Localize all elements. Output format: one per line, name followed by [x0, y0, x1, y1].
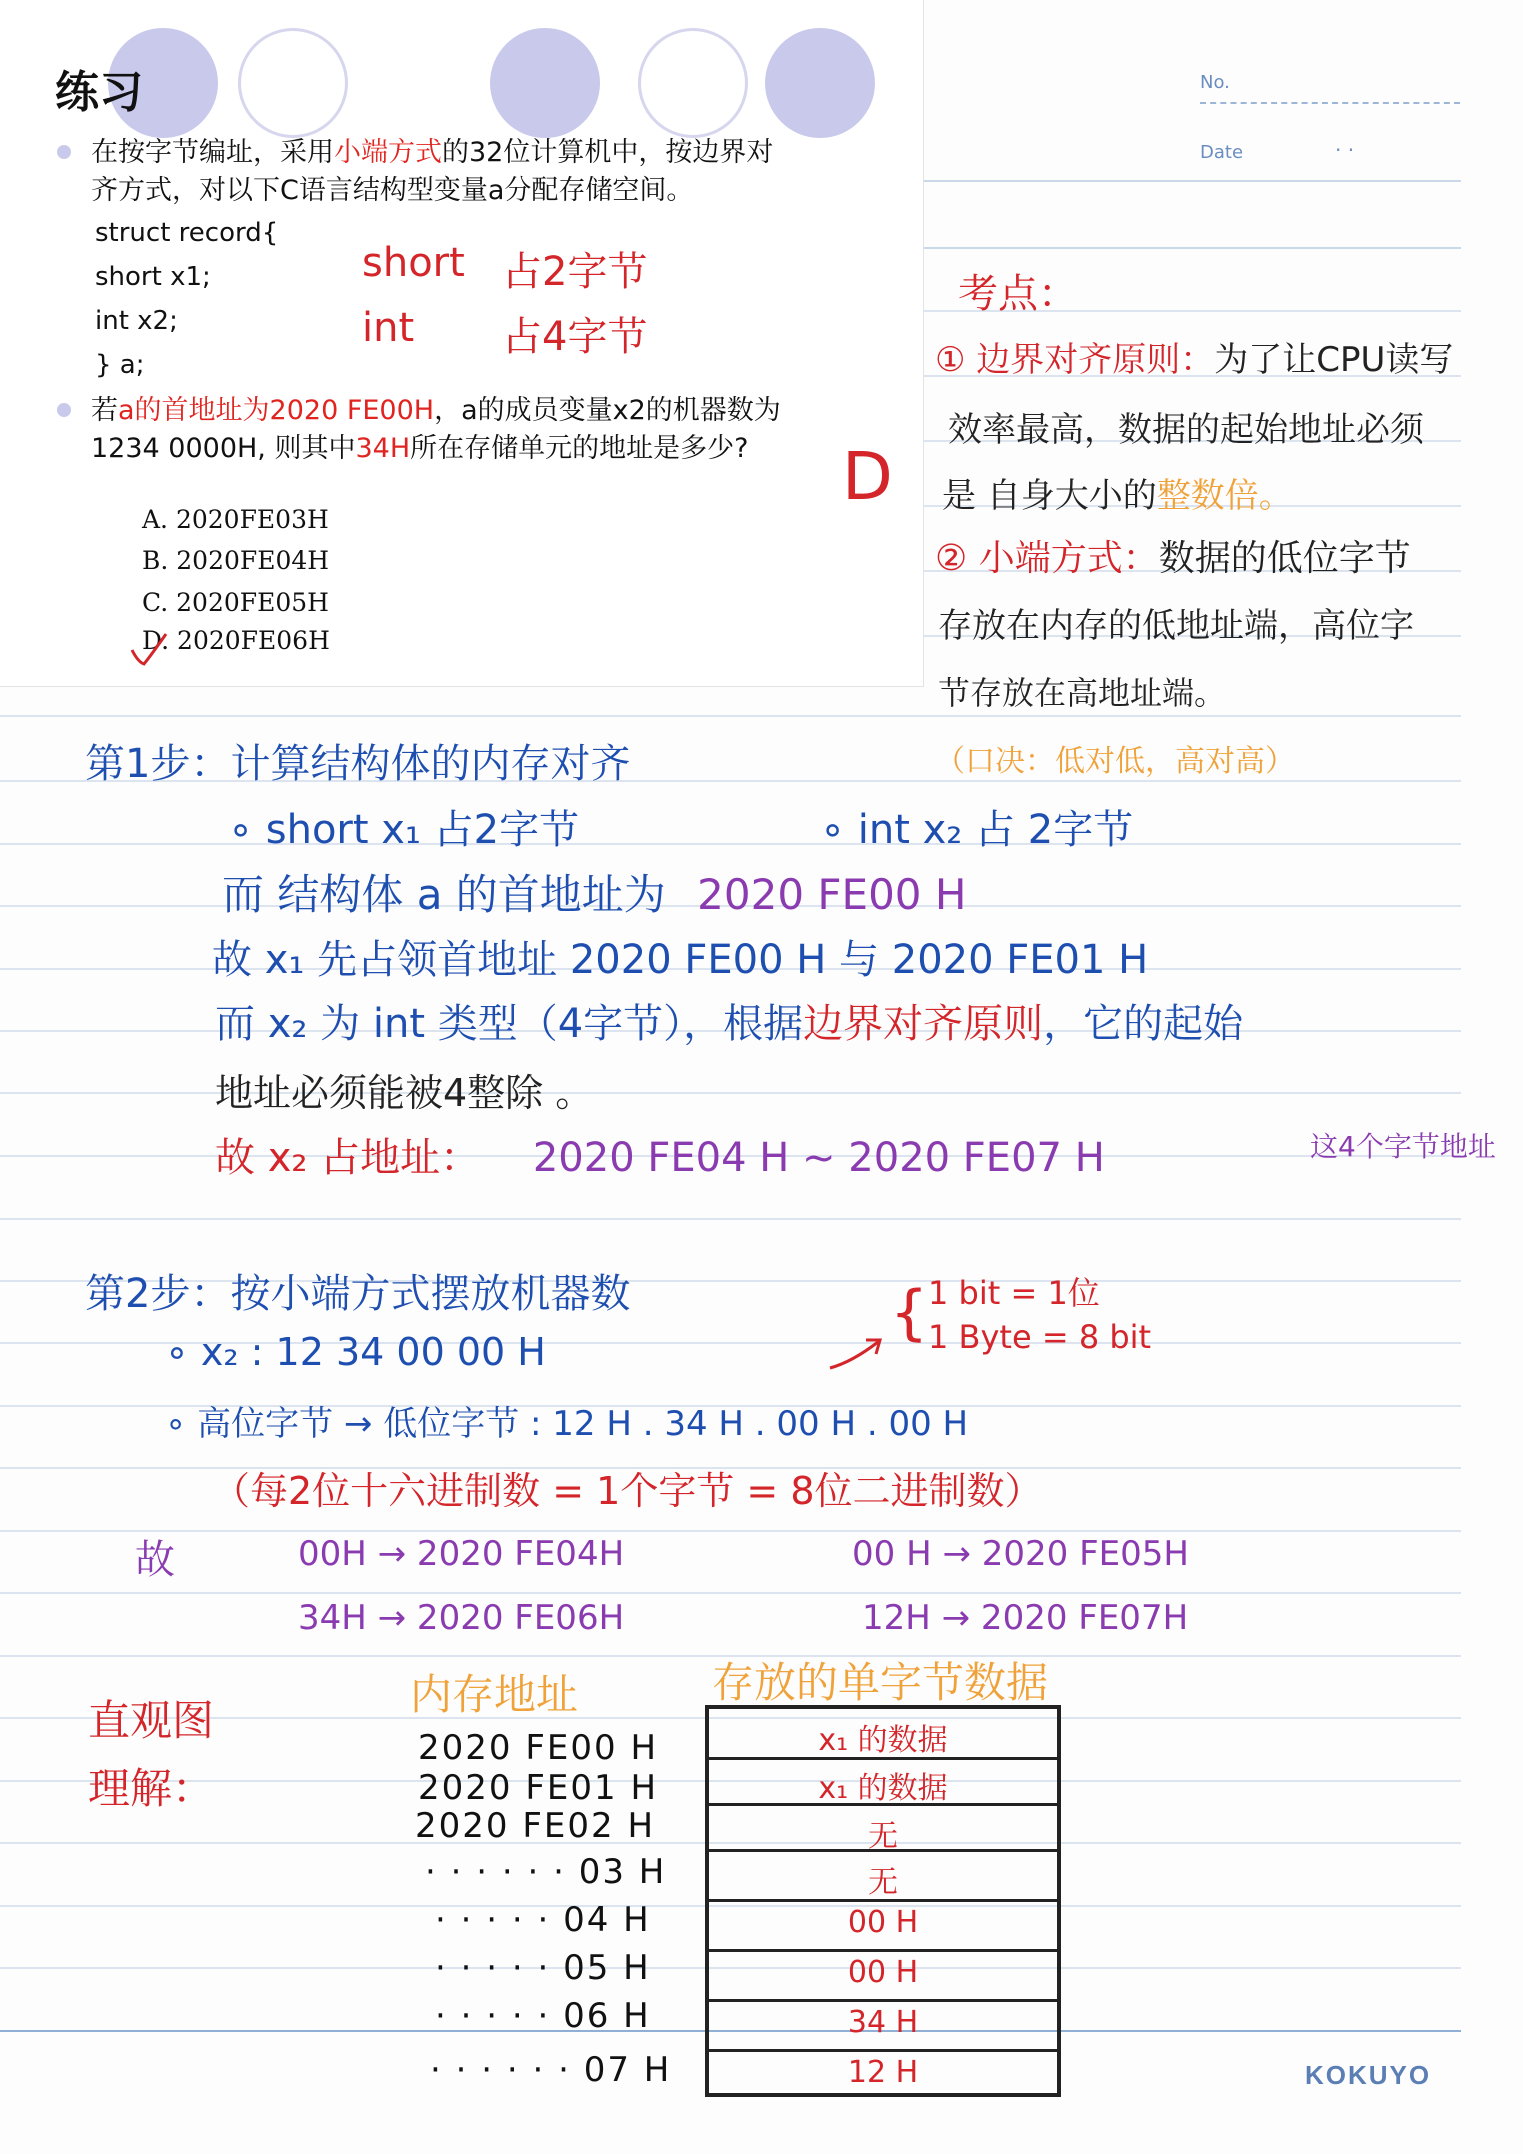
annot-int-size: 占4字节: [502, 314, 648, 360]
memory-row-divider: [709, 1949, 1057, 1952]
q1-post: 的32位计算机中，按边界对: [442, 137, 774, 168]
step-2-line-1: ∘ x₂ : 12 34 00 00 H: [165, 1330, 546, 1374]
annot-int: int: [362, 305, 415, 351]
date-dots: · ·: [1335, 138, 1355, 162]
step-1-line-2-text: 而 结构体 a 的首地址为: [222, 870, 666, 919]
q2-line2-pre: 1234 0000H, 则其中: [91, 433, 356, 464]
point-2-text-1: 数据的低位字节: [1158, 538, 1411, 579]
memory-row-divider: [709, 1899, 1057, 1902]
step-1-line-4: [215, 992, 1243, 1049]
point-1-text-3: 是 自身大小的: [942, 476, 1157, 516]
step-1-line-1a: ∘ short x₁ 占2字节: [228, 807, 580, 853]
bit-brace: {: [890, 1278, 929, 1348]
step-1-line-5: 地址必须能被4整除 。: [215, 1071, 594, 1115]
step-1-line-6-value: 2020 FE04 H ~ 2020 FE07 H: [532, 1135, 1105, 1181]
q2-highlight-34h: 34H: [355, 433, 411, 464]
point-1-highlight: 整数倍。: [1156, 476, 1293, 516]
option-d: D. 2020FE06H: [142, 626, 330, 655]
memory-cell: 12 H: [847, 2055, 919, 2090]
mapping-2: 00 H → 2020 FE05H: [852, 1534, 1189, 1574]
diagram-label-1: 直观图: [88, 1696, 215, 1745]
memory-row-divider: [709, 1849, 1057, 1852]
column-header-data: 存放的单字节数据: [712, 1658, 1049, 1707]
step-2-line-3: （每2位十六进制数 = 1个字节 = 8位二进制数）: [212, 1469, 1043, 1513]
q2-mid: ，a的成员变量x2的机器数为: [434, 395, 781, 426]
question-2-line-1: [91, 392, 781, 429]
bullet-icon: [57, 403, 71, 417]
step-1-line-2-value: 2020 FE00 H: [697, 870, 967, 919]
code-line: int x2;: [95, 306, 178, 336]
step-1-line-4-pre: 而 x₂ 为 int 类型（4字节），根据: [215, 1001, 804, 1047]
step-1-line-6: [215, 1126, 1105, 1183]
q1-pre: 在按字节编址，采用: [91, 137, 334, 168]
step-1-line-6-pre: 故 x₂ 占地址：: [215, 1135, 481, 1181]
step-1-tip: （口决：低对低，高对高）: [935, 744, 1295, 779]
column-header-address: 内存地址: [410, 1670, 579, 1719]
step-2-so: 故: [135, 1537, 175, 1583]
memory-cell: 无: [868, 1819, 898, 1854]
no-dashed-line: [1200, 102, 1460, 104]
point-1-line-1: [935, 332, 1453, 381]
point-1-line-2: 效率最高，数据的起始地址必须: [948, 410, 1424, 450]
bullet-icon: [57, 145, 71, 159]
memory-address: · · · · · 04 H: [435, 1900, 651, 1940]
slide-title: 练习: [55, 67, 143, 118]
step-1-line-4-post: ，它的起始: [1043, 1001, 1244, 1047]
decor-circle: [238, 28, 348, 138]
code-line: struct record{: [95, 218, 279, 248]
memory-address: 2020 FE02 H: [415, 1806, 656, 1846]
code-line: } a;: [95, 350, 145, 380]
answer-mark: D: [842, 438, 893, 515]
memory-address: · · · · · · 07 H: [430, 2050, 672, 2090]
step-2-line-2: ∘ 高位字节 → 低位字节 : 12 H . 34 H . 00 H . 00 H: [165, 1404, 969, 1444]
annot-short-size: 占2字节: [502, 249, 648, 295]
memory-table: [705, 1705, 1061, 2097]
diagram-label-2: 理解：: [88, 1764, 215, 1813]
decor-circle: [490, 28, 600, 138]
question-line-1: [91, 134, 773, 171]
question-2-line-2: [91, 430, 749, 467]
annot-short: short: [362, 240, 465, 286]
memory-cell: x₁ 的数据: [818, 1771, 948, 1806]
memory-cell: 00 H: [847, 1905, 919, 1940]
mapping-3: 34H → 2020 FE06H: [298, 1598, 625, 1638]
memory-address: 2020 FE01 H: [418, 1768, 659, 1808]
point-1-label: ① 边界对齐原则：: [935, 340, 1215, 380]
q1-highlight: 小端方式: [334, 137, 442, 168]
memory-row-divider: [709, 1803, 1057, 1806]
option-a: A. 2020FE03H: [142, 505, 329, 534]
code-line: short x1;: [95, 262, 211, 292]
checkmark-icon: [128, 628, 170, 670]
q2-pre: 若: [91, 395, 118, 426]
option-c: C. 2020FE05H: [142, 588, 329, 617]
q2-line2-post: 所在存储单元的地址是多少?: [410, 433, 749, 464]
mapping-1: 00H → 2020 FE04H: [298, 1534, 625, 1574]
step-1-note: 这4个字节地址: [1310, 1130, 1496, 1163]
step-1-line-1b: ∘ int x₂ 占 2字节: [820, 807, 1134, 853]
decor-circle: [765, 28, 875, 138]
memory-address: · · · · · 06 H: [435, 1996, 651, 2036]
memory-row-divider: [709, 1999, 1057, 2002]
step-1-line-2: [222, 862, 966, 922]
q2-highlight-address: a的首地址为2020 FE00H: [118, 395, 435, 426]
arrow-icon: [826, 1332, 886, 1372]
point-1-line-3: [942, 468, 1293, 517]
memory-row-divider: [709, 2049, 1057, 2052]
no-label: No.: [1200, 72, 1230, 93]
point-2-line-2: 存放在内存的低地址端，高位字: [938, 606, 1414, 646]
points-title: 考点：: [958, 271, 1078, 317]
memory-address: · · · · · · 03 H: [425, 1852, 667, 1892]
point-2-line-1: [935, 530, 1411, 581]
option-b: B. 2020FE04H: [142, 546, 330, 575]
memory-row-divider: [709, 1757, 1057, 1760]
mapping-4: 12H → 2020 FE07H: [862, 1598, 1189, 1638]
brand-logo: KOKUYO: [1305, 2060, 1432, 2090]
bit-definition-2: 1 Byte = 8 bit: [928, 1318, 1152, 1356]
memory-cell: 34 H: [847, 2005, 919, 2040]
point-1-text-1: 为了让CPU读写: [1214, 340, 1454, 380]
memory-cell: x₁ 的数据: [818, 1723, 948, 1758]
point-2-line-3: 节存放在高地址端。: [938, 674, 1227, 712]
decor-circle: [638, 28, 748, 138]
memory-cell: 无: [868, 1865, 898, 1900]
memory-cell: 00 H: [847, 1955, 919, 1990]
memory-address: · · · · · 05 H: [435, 1948, 651, 1988]
date-label: Date: [1200, 142, 1244, 163]
step-2-title: 第2步：按小端方式摆放机器数: [85, 1271, 631, 1317]
slide-panel: [0, 0, 924, 687]
memory-address: 2020 FE00 H: [418, 1728, 659, 1768]
step-1-line-4-highlight: 边界对齐原则: [803, 1001, 1044, 1047]
step-1-title: 第1步：计算结构体的内存对齐: [85, 741, 631, 787]
bit-definition-1: 1 bit = 1位: [928, 1274, 1100, 1312]
point-2-label: ② 小端方式：: [935, 538, 1159, 579]
question-line-2: 齐方式，对以下C语言结构型变量a分配存储空间。: [91, 175, 694, 206]
step-1-line-3: 故 x₁ 先占领首地址 2020 FE00 H 与 2020 FE01 H: [212, 937, 1149, 983]
